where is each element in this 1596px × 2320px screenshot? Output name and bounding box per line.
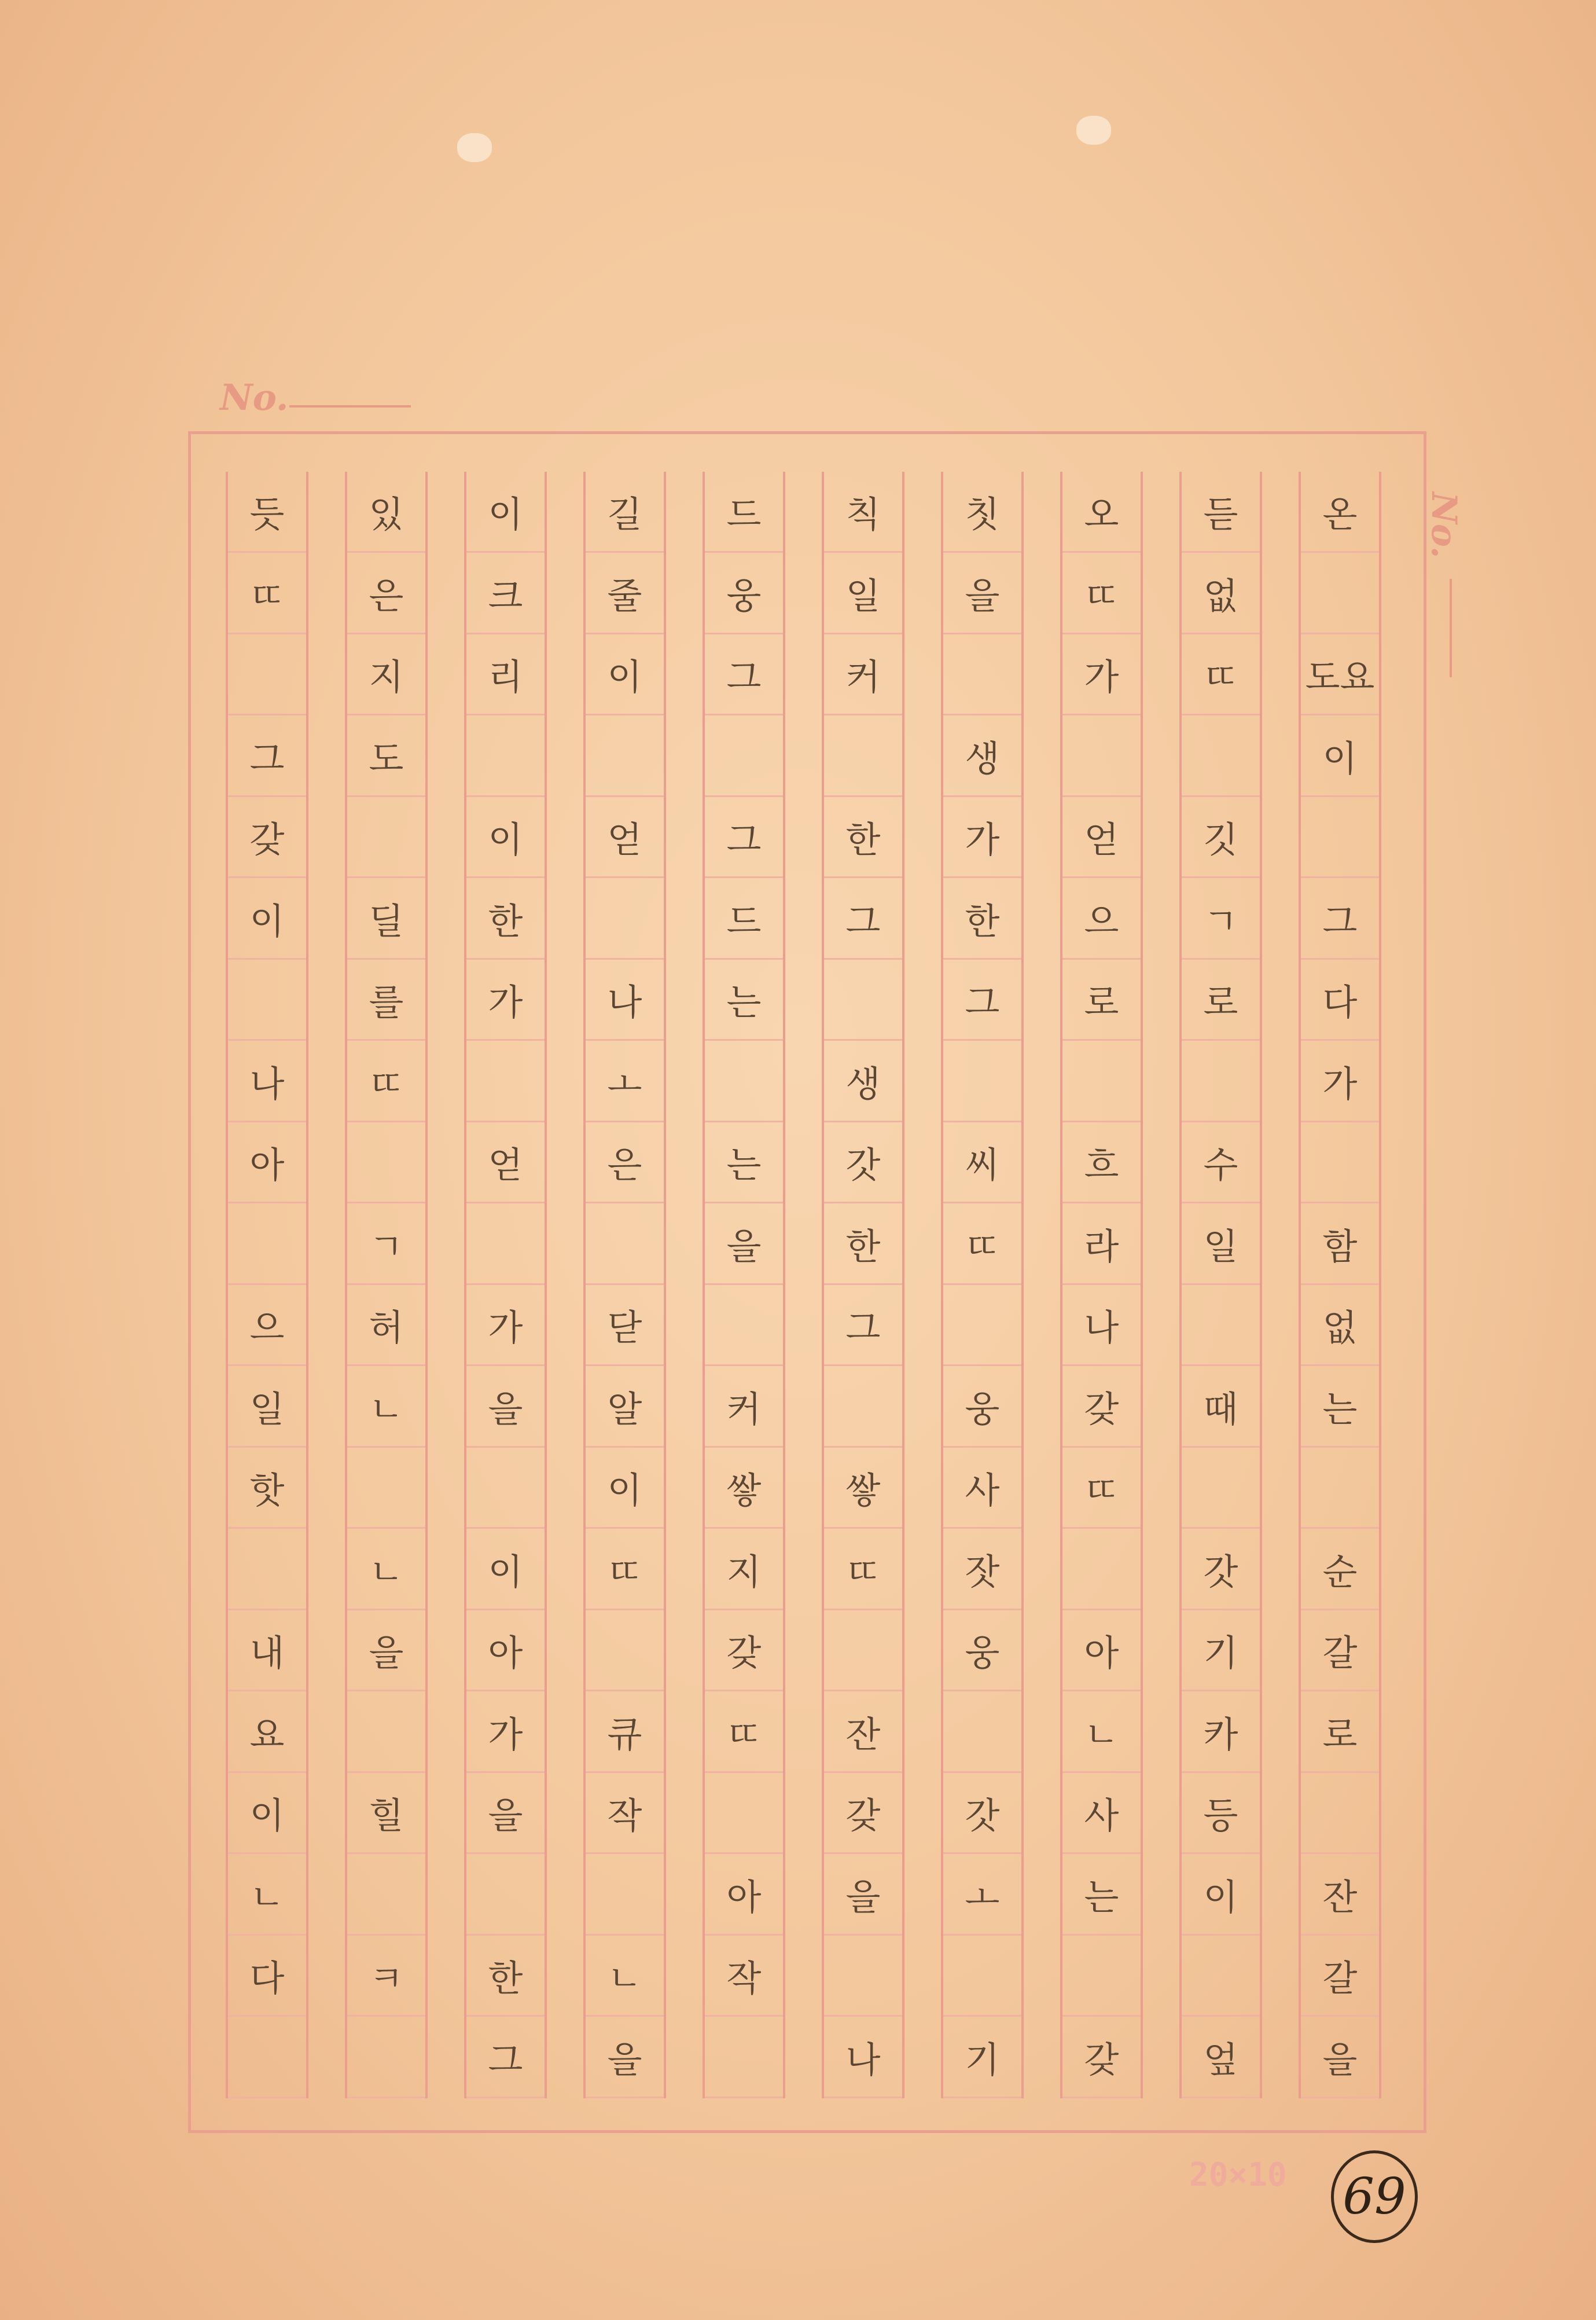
manuscript-cell: 잣	[943, 1529, 1021, 1610]
manuscript-cell: 그	[824, 1285, 902, 1366]
manuscript-cell	[586, 716, 664, 797]
manuscript-cell: 갈	[1301, 1610, 1379, 1691]
manuscript-cell	[347, 2017, 425, 2098]
manuscript-cell: 얻	[1062, 797, 1141, 878]
manuscript-cell: ㄴ	[347, 1529, 425, 1610]
manuscript-cell	[1182, 1041, 1260, 1122]
manuscript-column	[345, 472, 428, 2098]
manuscript-cell: 이	[1301, 716, 1379, 797]
manuscript-cell: 그	[943, 960, 1021, 1041]
manuscript-cell: 등	[1182, 1773, 1260, 1854]
manuscript-cell: 을	[466, 1773, 545, 1854]
manuscript-cell: 듯	[228, 472, 306, 553]
manuscript-cell	[1301, 1448, 1379, 1529]
manuscript-cell: 는	[1301, 1367, 1379, 1448]
manuscript-cell: ㄱ	[1182, 879, 1260, 960]
manuscript-cell: ㄸ	[228, 553, 306, 634]
manuscript-cell	[1062, 1529, 1141, 1610]
manuscript-cell	[705, 1285, 783, 1366]
manuscript-cell	[1301, 553, 1379, 634]
manuscript-column	[941, 472, 1024, 2098]
manuscript-cell: 갈	[1301, 1936, 1379, 2017]
manuscript-cell	[586, 1855, 664, 1936]
manuscript-cell: ㄸ	[943, 1204, 1021, 1285]
manuscript-cell	[1182, 1448, 1260, 1529]
manuscript-cell: 한	[824, 1204, 902, 1285]
manuscript-cell: 가	[466, 960, 545, 1041]
manuscript-cell	[228, 1204, 306, 1285]
manuscript-cell: 드	[705, 879, 783, 960]
manuscript-cell: 을	[705, 1204, 783, 1285]
manuscript-cell: 을	[466, 1367, 545, 1448]
manuscript-cell: 로	[1182, 960, 1260, 1041]
manuscript-cell	[466, 1448, 545, 1529]
manuscript-cell	[228, 1529, 306, 1610]
manuscript-cell: 는	[705, 960, 783, 1041]
manuscript-cell	[705, 2017, 783, 2098]
manuscript-cell: 웅	[705, 553, 783, 634]
manuscript-cell	[1182, 1285, 1260, 1366]
manuscript-cell: 갖	[705, 1610, 783, 1691]
manuscript-cell: 라	[1062, 1204, 1141, 1285]
manuscript-cell	[466, 1041, 545, 1122]
manuscript-cell: 그	[705, 634, 783, 715]
manuscript-cell: 사	[1062, 1773, 1141, 1854]
manuscript-cell: 웅	[943, 1367, 1021, 1448]
manuscript-cell: 갖	[228, 797, 306, 878]
manuscript-cell: 길	[586, 472, 664, 553]
manuscript-cell	[705, 716, 783, 797]
manuscript-cell: 생	[824, 1041, 902, 1122]
manuscript-cell: 핫	[228, 1448, 306, 1529]
manuscript-cell: 이	[228, 879, 306, 960]
manuscript-cell: 함	[1301, 1204, 1379, 1285]
manuscript-cell: ㄸ	[586, 1529, 664, 1610]
manuscript-cell: 드	[705, 472, 783, 553]
manuscript-cell: 도	[347, 716, 425, 797]
side-number-label: No.	[1424, 492, 1464, 559]
manuscript-cell: 흐	[1062, 1122, 1141, 1203]
manuscript-cell: 다	[1301, 960, 1379, 1041]
manuscript-cell: ㄴ	[1062, 1692, 1141, 1773]
manuscript-cell	[586, 1204, 664, 1285]
pinhole-mark	[1076, 116, 1111, 145]
manuscript-cell: 을	[824, 1855, 902, 1936]
manuscript-cell	[1301, 1122, 1379, 1203]
manuscript-cell	[228, 634, 306, 715]
manuscript-cell: 작	[586, 1773, 664, 1854]
manuscript-cell: 일	[1182, 1204, 1260, 1285]
manuscript-cell: 생	[943, 716, 1021, 797]
manuscript-cell: 을	[347, 1610, 425, 1691]
manuscript-cell	[1182, 1936, 1260, 2017]
manuscript-cell: 나	[228, 1041, 306, 1122]
manuscript-cell	[1062, 1936, 1141, 2017]
manuscript-cell: 듣	[1182, 472, 1260, 553]
manuscript-cell	[705, 1773, 783, 1854]
manuscript-cell: 작	[705, 1936, 783, 2017]
manuscript-cell: 알	[586, 1367, 664, 1448]
manuscript-cell: 깃	[1182, 797, 1260, 878]
manuscript-column	[703, 472, 785, 2098]
manuscript-cell: 아	[705, 1855, 783, 1936]
manuscript-cell: 이	[586, 1448, 664, 1529]
manuscript-cell: 딜	[347, 879, 425, 960]
manuscript-cell: 엎	[1182, 2017, 1260, 2098]
manuscript-cell: 줄	[586, 553, 664, 634]
manuscript-cell	[466, 1855, 545, 1936]
manuscript-column	[1179, 472, 1262, 2098]
manuscript-cell: 그	[705, 797, 783, 878]
manuscript-cell: 순	[1301, 1529, 1379, 1610]
manuscript-cell: 그	[228, 716, 306, 797]
manuscript-cell: 아	[228, 1122, 306, 1203]
manuscript-cell: 이	[466, 1529, 545, 1610]
manuscript-cell: 그	[466, 2017, 545, 2098]
manuscript-cell: ㄸ	[1062, 553, 1141, 634]
manuscript-cell: 이	[586, 634, 664, 715]
manuscript-cell: 칙	[824, 472, 902, 553]
manuscript-cell: 갓	[943, 1773, 1021, 1854]
manuscript-column	[822, 472, 904, 2098]
page-number: 69	[1331, 2150, 1418, 2243]
manuscript-cell: 닫	[586, 1285, 664, 1366]
manuscript-cell: 을	[943, 553, 1021, 634]
manuscript-cell: 없	[1301, 1285, 1379, 1366]
manuscript-cell: 을	[1301, 2017, 1379, 2098]
manuscript-cell: 은	[586, 1122, 664, 1203]
manuscript-cell: 칫	[943, 472, 1021, 553]
manuscript-column	[1060, 472, 1143, 2098]
manuscript-cell: 를	[347, 960, 425, 1041]
manuscript-cell	[705, 1041, 783, 1122]
manuscript-cell: 가	[1301, 1041, 1379, 1122]
manuscript-cell	[1301, 1773, 1379, 1854]
manuscript-cell: 없	[1182, 553, 1260, 634]
manuscript-cell	[228, 2017, 306, 2098]
manuscript-cell	[824, 1367, 902, 1448]
manuscript-cell: ㅗ	[586, 1041, 664, 1122]
manuscript-cell: 한	[824, 797, 902, 878]
manuscript-cell: 이	[228, 1773, 306, 1854]
manuscript-cell: ㄸ	[347, 1041, 425, 1122]
manuscript-column	[226, 472, 308, 2098]
manuscript-grid	[226, 472, 1392, 2098]
manuscript-cell	[943, 1285, 1021, 1366]
manuscript-cell: 일	[824, 553, 902, 634]
manuscript-cell	[824, 960, 902, 1041]
manuscript-cell	[586, 1610, 664, 1691]
manuscript-cell: 가	[466, 1285, 545, 1366]
manuscript-cell	[228, 960, 306, 1041]
manuscript-cell	[824, 716, 902, 797]
manuscript-cell: ㅗ	[943, 1855, 1021, 1936]
manuscript-cell: 이	[466, 797, 545, 878]
manuscript-cell: 쌓	[705, 1448, 783, 1529]
manuscript-cell: 얻	[586, 797, 664, 878]
manuscript-cell: 는	[705, 1122, 783, 1203]
manuscript-cell: 한	[466, 1936, 545, 2017]
manuscript-cell: 나	[586, 960, 664, 1041]
manuscript-cell: 로	[1301, 1692, 1379, 1773]
manuscript-cell: 카	[1182, 1692, 1260, 1773]
manuscript-cell: 가	[466, 1692, 545, 1773]
manuscript-cell: 얻	[466, 1122, 545, 1203]
manuscript-cell: 이	[1182, 1855, 1260, 1936]
manuscript-column	[464, 472, 547, 2098]
manuscript-cell: 크	[466, 553, 545, 634]
manuscript-cell: 다	[228, 1936, 306, 2017]
manuscript-cell: ㄸ	[705, 1692, 783, 1773]
manuscript-cell	[1301, 797, 1379, 878]
manuscript-column	[583, 472, 666, 2098]
manuscript-cell	[347, 1692, 425, 1773]
manuscript-cell: 그	[824, 879, 902, 960]
manuscript-cell: 이	[466, 472, 545, 553]
manuscript-cell	[1182, 716, 1260, 797]
manuscript-cell	[347, 1855, 425, 1936]
manuscript-cell: 허	[347, 1285, 425, 1366]
manuscript-cell: 잔	[1301, 1855, 1379, 1936]
number-underline	[289, 405, 411, 408]
manuscript-cell: ㄴ	[228, 1855, 306, 1936]
manuscript-cell: ㄴ	[347, 1367, 425, 1448]
manuscript-cell: 일	[228, 1367, 306, 1448]
side-number-underline	[1450, 579, 1452, 677]
number-label: No.	[220, 376, 289, 419]
manuscript-cell	[347, 1448, 425, 1529]
manuscript-cell: 리	[466, 634, 545, 715]
manuscript-cell: ㄴ	[586, 1936, 664, 2017]
manuscript-cell	[347, 797, 425, 878]
manuscript-cell	[586, 879, 664, 960]
manuscript-cell: 아	[466, 1610, 545, 1691]
manuscript-cell	[466, 1204, 545, 1285]
manuscript-cell	[1062, 716, 1141, 797]
manuscript-cell	[347, 1122, 425, 1203]
manuscript-cell: 요	[228, 1692, 306, 1773]
manuscript-cell: 갖	[824, 1773, 902, 1854]
manuscript-cell: ㄸ	[1062, 1448, 1141, 1529]
manuscript-cell: 가	[943, 797, 1021, 878]
manuscript-cell: 큐	[586, 1692, 664, 1773]
manuscript-cell: 으	[228, 1285, 306, 1366]
manuscript-cell	[1062, 1041, 1141, 1122]
manuscript-cell: 은	[347, 553, 425, 634]
manuscript-cell: 수	[1182, 1122, 1260, 1203]
manuscript-cell: 한	[466, 879, 545, 960]
manuscript-cell: 커	[824, 634, 902, 715]
manuscript-cell: 지	[705, 1529, 783, 1610]
manuscript-cell: 을	[586, 2017, 664, 2098]
manuscript-cell: 때	[1182, 1367, 1260, 1448]
manuscript-cell: 사	[943, 1448, 1021, 1529]
pinhole-mark	[457, 133, 492, 162]
manuscript-cell: 그	[1301, 879, 1379, 960]
manuscript-cell: ㄸ	[1182, 634, 1260, 715]
manuscript-cell	[466, 716, 545, 797]
manuscript-cell: 으	[1062, 879, 1141, 960]
manuscript-cell: ㄸ	[824, 1529, 902, 1610]
manuscript-cell: 쌓	[824, 1448, 902, 1529]
manuscript-cell: 갖	[1062, 1367, 1141, 1448]
manuscript-cell: 커	[705, 1367, 783, 1448]
manuscript-cell	[943, 1692, 1021, 1773]
manuscript-cell: 웅	[943, 1610, 1021, 1691]
manuscript-cell: 가	[1062, 634, 1141, 715]
manuscript-cell: ㄱ	[347, 1204, 425, 1285]
manuscript-cell: 갖	[1062, 2017, 1141, 2098]
manuscript-cell: 아	[1062, 1610, 1141, 1691]
manuscript-cell: 잔	[824, 1692, 902, 1773]
manuscript-cell: ㅋ	[347, 1936, 425, 2017]
manuscript-cell: 기	[943, 2017, 1021, 2098]
manuscript-cell: 기	[1182, 1610, 1260, 1691]
manuscript-cell: 도요	[1301, 634, 1379, 715]
manuscript-cell: 씨	[943, 1122, 1021, 1203]
manuscript-cell	[943, 1936, 1021, 2017]
manuscript-cell: 갓	[824, 1122, 902, 1203]
manuscript-cell: 는	[1062, 1855, 1141, 1936]
manuscript-cell: 갓	[1182, 1529, 1260, 1610]
manuscript-cell	[943, 634, 1021, 715]
manuscript-cell: 있	[347, 472, 425, 553]
manuscript-cell	[824, 1610, 902, 1691]
manuscript-cell: 지	[347, 634, 425, 715]
manuscript-cell	[943, 1041, 1021, 1122]
manuscript-cell: 온	[1301, 472, 1379, 553]
manuscript-cell: 나	[824, 2017, 902, 2098]
manuscript-cell: 로	[1062, 960, 1141, 1041]
grid-size-label: 20×10	[1189, 2156, 1287, 2194]
manuscript-cell: 한	[943, 879, 1021, 960]
manuscript-cell	[824, 1936, 902, 2017]
manuscript-cell: 내	[228, 1610, 306, 1691]
manuscript-column	[1299, 472, 1381, 2098]
manuscript-cell: 나	[1062, 1285, 1141, 1366]
manuscript-cell: 오	[1062, 472, 1141, 553]
manuscript-cell: 힐	[347, 1773, 425, 1854]
